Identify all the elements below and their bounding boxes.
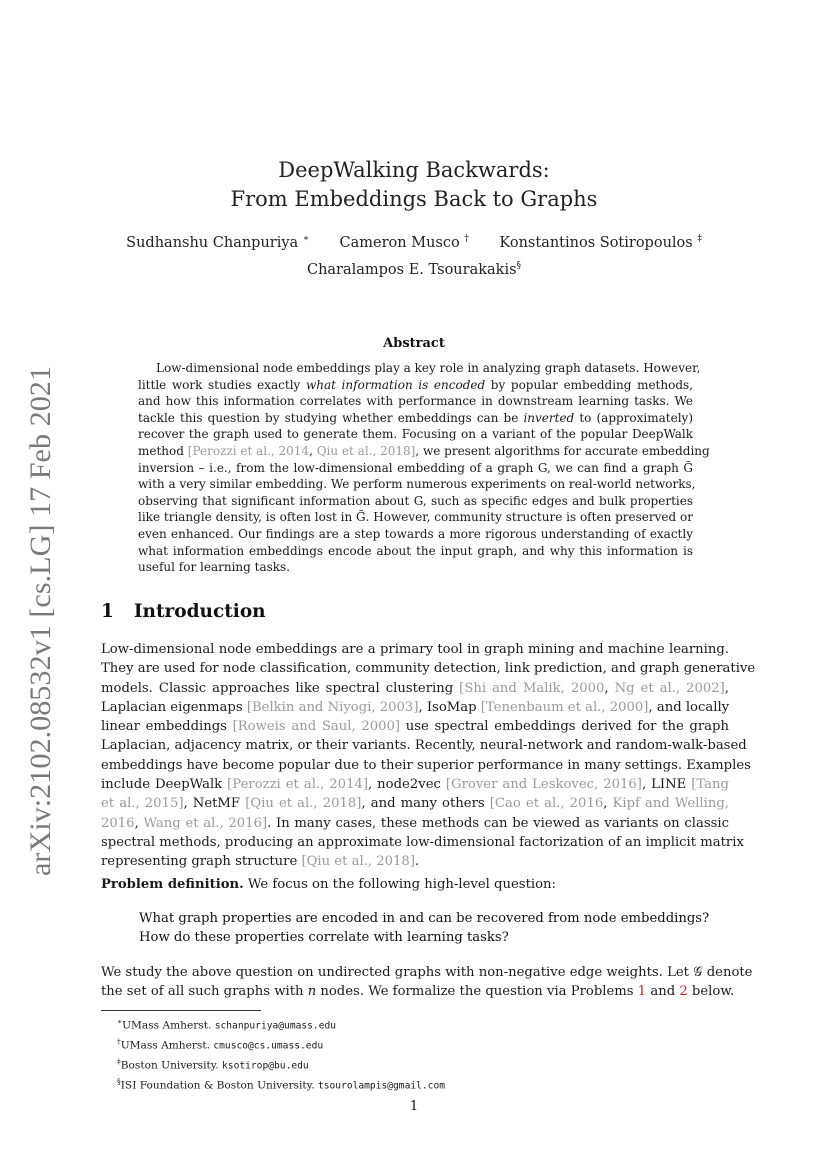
abstract-body [138,360,710,576]
text-line: 2016, Wang et al., 2016]. In many cases, these methods can be viewed as variants on classic [101,815,729,831]
text-line: Problem definition. We focus on the following high-level question: [101,877,556,892]
text-line: spectral methods, producing an approximate low-dimensional factorization of an implicit matrix [101,834,744,850]
author-row-1 [0,234,828,251]
author-3: Konstantinos Sotiropoulos ‡ [499,234,702,251]
email-link[interactable]: cmusco@cs.umass.edu [213,1040,324,1052]
problem-definition [101,875,729,894]
abstract-line: recover the graph used to generate them. Focusing on a variant of the popular DeepWalk [138,427,693,442]
text-line: et al., 2015], NetMF [Qiu et al., 2018], and many others [Cao et al., 2016, Kipf and Welling, [101,796,729,812]
footnote: §ISI Foundation & Boston University. tsourolampis@gmail.com [117,1077,446,1092]
email-link[interactable]: schanpuriya@umass.edu [214,1020,337,1032]
section-title: Introduction [133,601,266,622]
citation-link[interactable]: [Tang [691,777,729,793]
citation-link[interactable]: [Tenenbaum et al., 2000] [480,699,649,715]
author-4: Charalampos E. Tsourakakis§ [306,261,522,278]
abstract-line: Low-dimensional node embeddings play a key role in analyzing graph datasets. However, [156,361,701,375]
citation-link[interactable]: Wang et al., 2016] [143,815,268,831]
text-line: representing graph structure [Qiu et al., 2018]. [101,854,420,870]
paper-title [0,156,828,214]
abstract-line: tackle this question by studying whether embeddings can be inverted to (approximately) [138,410,694,425]
abstract-line: with a very similar embedding. We perform numerous experiments on real-world networks, [138,477,696,492]
problem-ref-link[interactable]: 2 [679,984,688,1000]
text-line: Laplacian eigenmaps [Belkin and Niyogi, 2003], IsoMap [Tenenbaum et al., 2000], and locally [101,699,730,715]
abstract-line: little work studies exactly what information is encoded by popular embedding methods, [138,377,693,392]
research-question [139,909,719,948]
page-number: 1 [409,1099,419,1114]
citation-link[interactable]: Qiu et al., 2018] [316,443,416,458]
problem-ref-link[interactable]: 1 [637,984,647,1000]
question-line: How do these properties correlate with learning tasks? [139,930,509,946]
text-line: include DeepWalk [Perozzi et al., 2014], node2vec [Grover and Leskovec, 2016], LINE [Tang [101,777,729,793]
citation-link[interactable]: [Qiu et al., 2018] [301,854,415,870]
abstract-line: useful for learning tasks. [138,560,291,575]
footnote: †UMass Amherst. cmusco@cs.umass.edu [117,1037,324,1052]
abstract-heading: Abstract [383,336,445,351]
title-line-1: DeepWalking Backwards: [278,158,550,182]
abstract-line: even enhanced. Our findings are a step towards a more rigorous understanding of exactly [138,526,693,541]
text-line: models. Classic approaches like spectral clustering [Shi and Malik, 2000, Ng et al., 2002], [101,680,729,696]
citation-link[interactable]: [Qiu et al., 2018] [245,796,362,812]
citation-link[interactable]: [Belkin and Niyogi, 2003] [246,699,419,715]
text-line: linear embeddings [Roweis and Saul, 2000] use spectral embeddings derived for the graph [101,719,729,735]
section-number: 1 [101,601,114,622]
text-line: Laplacian, adjacency matrix, or their variants. Recently, neural-network and random-walk-based [101,738,747,754]
citation-link[interactable]: [Perozzi et al., 2014] [227,777,368,793]
citation-link[interactable]: Ng et al., 2002] [614,680,725,696]
citation-link[interactable]: [Roweis and Saul, 2000] [232,719,401,735]
email-link[interactable]: tsourolampis@gmail.com [317,1080,446,1092]
text-line: embeddings have become popular due to their superior performance in many settings. Examples [101,757,751,773]
text-line: the set of all such graphs with n nodes. We formalize the question via Problems 1 and 2 below. [101,984,735,1000]
abstract-line: inversion – i.e., from the low-dimensional embedding of a graph G, we can find a graph G̃ [138,460,693,475]
text-line: Low-dimensional node embeddings are a primary tool in graph mining and machine learning. [101,642,729,657]
abstract-line: what information embeddings encode about the input graph, and why this information is [138,543,693,558]
arxiv-identifier-stamp [6,360,66,880]
abstract-line: observing that significant information about G, such as specific edges and bulk properties [138,493,693,508]
text-line: They are used for node classification, community detection, link prediction, and graph generative [101,661,756,677]
section-heading [101,601,266,622]
footnote: ∗UMass Amherst. schanpuriya@umass.edu [117,1017,337,1032]
author-1: Sudhanshu Chanpuriya ∗ [126,234,309,251]
abstract-line: and how this information correlates with performance in downstream learning tasks. We [138,394,693,409]
abstract-line: like triangle density, is often lost in G̃. However, community structure is often preserved or [138,510,693,525]
email-link[interactable]: ksotirop@bu.edu [222,1060,309,1072]
arxiv-id-text: arXiv:2102.08532v1 [cs.LG] 17 Feb 2021 [24,369,57,876]
title-line-2: From Embeddings Back to Graphs [230,187,598,211]
citation-link[interactable]: [Shi and Malik, 2000 [459,680,605,696]
abstract-line: method [Perozzi et al., 2014, Qiu et al., 2018], we present algorithms for accurate embedding [138,443,710,458]
citation-link[interactable]: [Cao et al., 2016 [489,796,604,812]
footnote: ‡Boston University. ksotirop@bu.edu [117,1057,309,1072]
citation-link[interactable]: Kipf and Welling, [612,796,729,812]
author-row-2 [0,261,828,278]
problem-heading: Problem definition. [101,877,244,892]
citation-link[interactable]: 2016 [101,815,135,831]
footnote-rule [101,1010,261,1011]
intro-paragraph [101,640,756,872]
footnotes [101,1014,729,1095]
author-2: Cameron Musco † [339,234,469,251]
question-line: What graph properties are encoded in and can be recovered from node embeddings? [139,911,710,926]
citation-link[interactable]: [Grover and Leskovec, 2016] [445,777,642,793]
study-paragraph [101,963,753,1002]
citation-link[interactable]: et al., 2015] [101,796,184,812]
text-line: We study the above question on undirected graphs with non-negative edge weights. Let 𝒢 denote [101,965,753,980]
citation-link[interactable]: [Perozzi et al., 2014 [187,443,310,458]
